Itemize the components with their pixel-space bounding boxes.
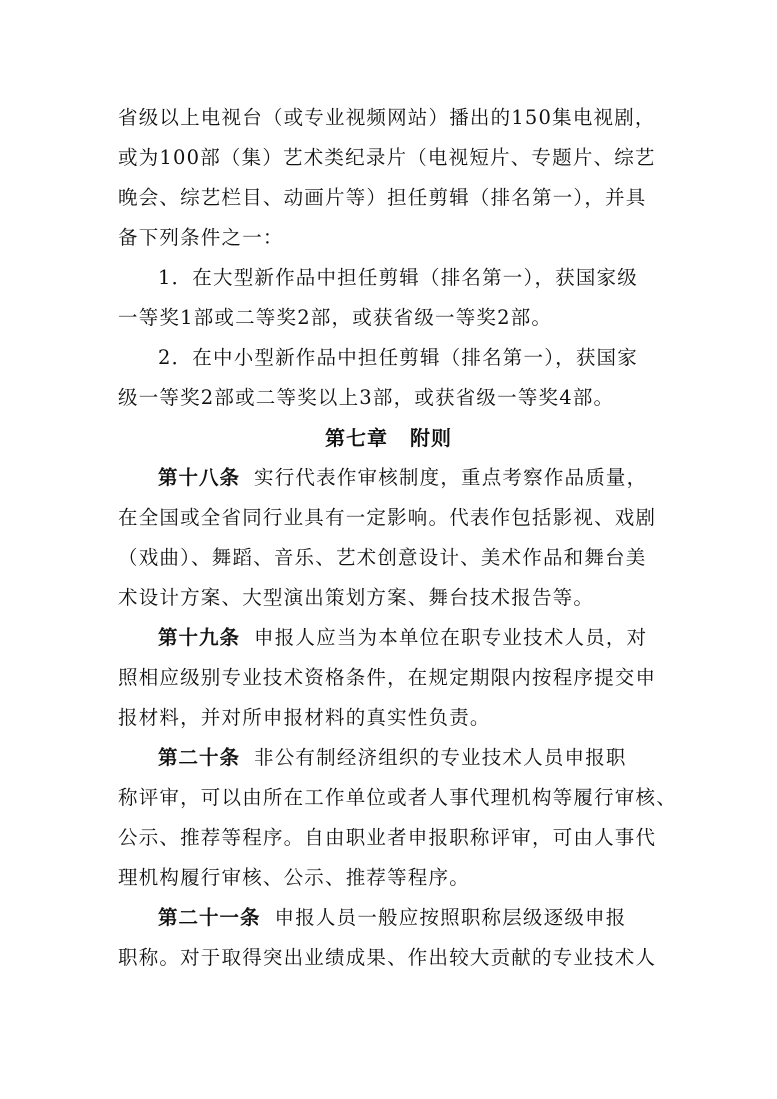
article-20-text: 非公有制经济组织的专业技术人员申报职 <box>254 746 627 769</box>
article-18-line: （戏曲）、舞蹈、音乐、艺术创意设计、美术作品和舞台美 <box>118 546 647 569</box>
paragraph-a-line: 省级以上电视台（或专业视频网站）播出的150集电视剧， <box>118 106 656 129</box>
article-20-line: 理机构履行审核、公示、推荐等程序。 <box>118 866 470 889</box>
item-1-line: 一等奖1部或二等奖2部，或获省级一等奖2部。 <box>118 306 553 329</box>
article-19-text: 申报人应当为本单位在职专业技术人员，对 <box>254 626 648 649</box>
chapter-heading <box>0 422 777 454</box>
paragraph-a-line: 备下列条件之一： <box>118 226 284 249</box>
item-2-line: 2．在中小型新作品中担任剪辑（排名第一），获国家 <box>158 346 638 369</box>
article-21-label: 第二十一条 <box>158 906 261 929</box>
article-20-first-line <box>158 742 663 774</box>
article-18-line: 术设计方案、大型演出策划方案、舞台技术报告等。 <box>118 586 595 609</box>
article-20-label: 第二十条 <box>158 746 241 769</box>
article-20-line: 公示、推荐等程序。自由职业者申报职称评审，可由人事代 <box>118 826 657 849</box>
article-18-line: 在全国或全省同行业具有一定影响。代表作包括影视、戏剧 <box>118 506 657 529</box>
article-19-line: 报材料，并对所申报材料的真实性负责。 <box>118 706 491 729</box>
paragraph-a-line: 或为100部（集）艺术类纪录片（电视短片、专题片、综艺 <box>118 146 656 169</box>
article-19-line: 照相应级别专业技术资格条件，在规定期限内按程序提交申 <box>118 666 657 689</box>
paragraph-a-line: 晚会、综艺栏目、动画片等）担任剪辑（排名第一），并具 <box>118 186 647 209</box>
article-21-text: 申报人员一般应按照职称层级逐级申报 <box>274 906 627 929</box>
article-18-label: 第十八条 <box>158 466 241 489</box>
article-21-first-line <box>158 902 663 934</box>
item-1-line: 1．在大型新作品中担任剪辑（排名第一），获国家级 <box>158 266 638 289</box>
article-18-text: 实行代表作审核制度，重点考察作品质量， <box>254 466 648 489</box>
article-18-first-line <box>158 462 663 494</box>
article-20-line: 称评审，可以由所在工作单位或者人事代理机构等履行审核、 <box>118 786 677 809</box>
article-21-line: 职称。对于取得突出业绩成果、作出较大贡献的专业技术人 <box>118 946 657 969</box>
item-2-line: 级一等奖2部或二等奖以上3部，或获省级一等奖4部。 <box>118 386 615 409</box>
chapter-number: 第七章 <box>325 426 388 450</box>
chapter-title: 附则 <box>410 426 452 450</box>
article-19-label: 第十九条 <box>158 626 241 649</box>
article-19-first-line <box>158 622 663 654</box>
